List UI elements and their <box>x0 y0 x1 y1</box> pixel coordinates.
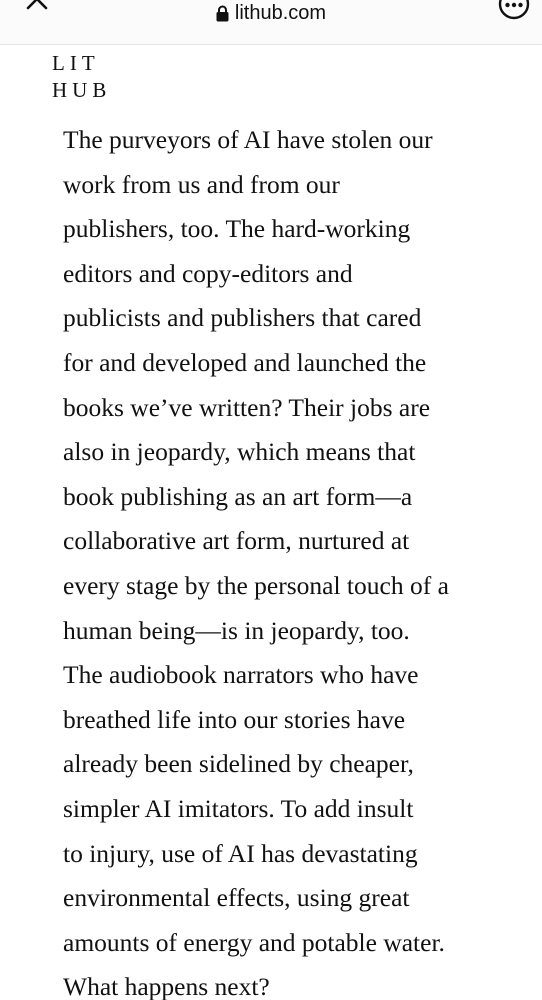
article-line: publicists and publishers that cared <box>63 303 422 333</box>
article-line: The audiobook narrators who have <box>63 660 419 690</box>
article-line: The purveyors of AI have stolen our <box>63 125 433 154</box>
url-display[interactable] <box>216 2 326 25</box>
article-line: amounts of energy and potable water. <box>63 927 445 957</box>
url-text: lithub.com <box>234 2 327 24</box>
article-body <box>63 118 533 1000</box>
lock-icon <box>216 5 229 22</box>
logo-line-1: LIT <box>52 51 100 75</box>
address-bar[interactable] <box>0 2 542 30</box>
article-line: human being—is in jeopardy, too. <box>63 615 410 645</box>
lit-hub-logo[interactable] <box>52 50 111 104</box>
browser-top-bar <box>0 0 542 45</box>
article-line: editors and copy-editors and <box>63 258 353 288</box>
article-line: collaborative art form, nurtured at <box>63 526 410 556</box>
article-line: publishers, too. The hard-working <box>63 214 411 244</box>
article-line: simpler AI imitators. To add insult <box>63 793 414 823</box>
article-line: work from us and from our <box>63 169 340 199</box>
article-line: for and developed and launched the <box>63 347 427 377</box>
article-line: books we’ve written? Their jobs are <box>63 392 431 422</box>
more-options-icon[interactable] <box>496 0 532 22</box>
article-line: breathed life into our stories have <box>63 704 406 734</box>
article-line: environmental effects, using great <box>63 883 410 913</box>
article-line: What happens next? <box>63 972 270 1000</box>
article-line: also in jeopardy, which means that <box>63 437 416 467</box>
article-line: already been sidelined by cheaper, <box>63 749 414 779</box>
article-line: to injury, use of AI has devastating <box>63 838 418 868</box>
article-line: every stage by the personal touch of a <box>63 570 449 600</box>
logo-line-2: HUB <box>52 78 112 102</box>
article-line: book publishing as an art form—a <box>63 481 413 511</box>
